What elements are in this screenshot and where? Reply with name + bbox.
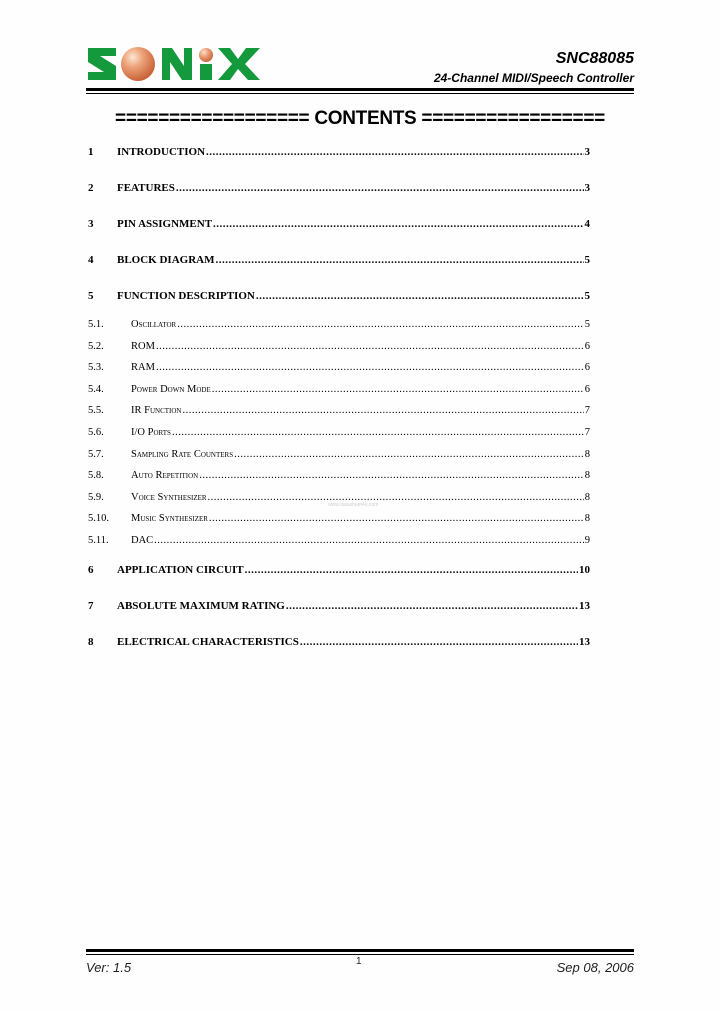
watermark: www.datasheet4u.com [328,502,379,508]
toc-number: 1 [88,146,94,158]
toc-entry-pin-assignment[interactable] [88,218,590,230]
toc-leader-dots [156,362,584,373]
toc-entry-io-ports[interactable] [88,427,590,438]
toc-page: 9 [584,535,590,546]
toc-page: 13 [579,636,590,648]
toc-label: Oscillator [131,319,177,330]
toc-entry-introduction[interactable] [88,146,590,158]
toc-leader-dots [212,384,584,395]
toc-leader-dots [154,535,584,546]
toc-entry-electrical-characteristics[interactable] [88,636,590,648]
toc-leader-dots [300,636,578,648]
toc-page: 8 [584,470,590,481]
toc-label: Auto Repetition [131,470,199,481]
toc-label: FEATURES [117,182,175,194]
toc-number: 7 [88,600,94,612]
toc-entry-application-circuit[interactable] [88,564,590,576]
toc-page: 3 [584,182,590,194]
toc-number: 5 [88,290,94,302]
toc-leader-dots [213,218,583,230]
toc-number: 5.10. [88,513,109,524]
toc-label: Music Synthesizer [131,513,208,524]
toc-label: Power Down Mode [131,384,211,395]
document-header-title [434,50,634,86]
toc-page: 6 [584,362,590,373]
toc-label: ROM [131,341,155,352]
toc-label: I/O Ports [131,427,171,438]
toc-label: RAM [131,362,155,373]
toc-page: 8 [584,513,590,524]
product-code: SNC88085 [555,50,634,67]
toc-number: 4 [88,254,94,266]
toc-entry-features[interactable] [88,182,590,194]
toc-number: 5.4. [88,384,104,395]
toc-label: IR Function [131,405,182,416]
toc-entry-rom[interactable] [88,341,590,352]
toc-page: 8 [584,449,590,460]
contents-heading: ================== CONTENTS ================= [115,108,605,129]
header-rule-thin [86,93,634,94]
header-rule-thick [86,88,634,91]
toc-label: BLOCK DIAGRAM [117,254,215,266]
toc-entry-power-down-mode[interactable] [88,384,590,395]
toc-page: 3 [584,146,590,158]
toc-number: 8 [88,636,94,648]
toc-page: 5 [584,254,590,266]
toc-number: 5.1. [88,319,104,330]
toc-page: 6 [584,384,590,395]
toc-number: 5.11. [88,535,109,546]
toc-leader-dots [215,254,583,266]
toc-leader-dots [177,319,584,330]
toc-leader-dots [256,290,584,302]
toc-label: FUNCTION DESCRIPTION [117,290,255,302]
toc-page: 8 [584,492,590,503]
page-number: 1 [356,956,362,967]
sonix-logo [86,44,264,84]
toc-number: 2 [88,182,94,194]
toc-number: 5.2. [88,341,104,352]
toc-entry-auto-repetition[interactable] [88,470,590,481]
footer-rule-thin [86,954,634,955]
toc-number: 5.9. [88,492,104,503]
toc-leader-dots [176,182,584,194]
toc-page: 7 [584,427,590,438]
toc-leader-dots [234,449,584,460]
toc-number: 5.8. [88,470,104,481]
toc-label: APPLICATION CIRCUIT [117,564,244,576]
toc-leader-dots [245,564,578,576]
toc-entry-sampling-rate-counters[interactable] [88,449,590,460]
toc-leader-dots [208,492,584,503]
toc-page: 13 [579,600,590,612]
toc-page: 7 [584,405,590,416]
toc-leader-dots [182,405,583,416]
toc-number: 5.3. [88,362,104,373]
toc-label: DAC [131,535,154,546]
toc-label: ABSOLUTE MAXIMUM RATING [117,600,285,612]
toc-leader-dots [286,600,578,612]
toc-label: ELECTRICAL CHARACTERISTICS [117,636,299,648]
toc-number: 6 [88,564,94,576]
toc-label: Sampling Rate Counters [131,449,234,460]
document-date: Sep 08, 2006 [556,960,634,975]
footer-rule-thick [86,949,634,952]
toc-entry-ir-function[interactable] [88,405,590,416]
version-label: Ver: 1.5 [86,960,132,975]
toc-number: 5.6. [88,427,104,438]
toc-entry-block-diagram[interactable] [88,254,590,266]
toc-entry-function-description[interactable] [88,290,590,302]
toc-page: 10 [579,564,590,576]
toc-entry-oscillator[interactable] [88,319,590,330]
toc-number: 5.5. [88,405,104,416]
toc-leader-dots [199,470,584,481]
toc-leader-dots [156,341,584,352]
toc-page: 6 [584,341,590,352]
toc-page: 5 [584,290,590,302]
toc-leader-dots [172,427,584,438]
toc-entry-dac[interactable] [88,535,590,546]
toc-page: 5 [584,319,590,330]
toc-number: 3 [88,218,94,230]
toc-leader-dots [206,146,583,158]
toc-page: 4 [584,218,590,230]
toc-entry-ram[interactable] [88,362,590,373]
product-subtitle: 24-Channel MIDI/Speech Controller [433,71,634,85]
toc-entry-music-synthesizer[interactable] [88,513,590,524]
toc-label: PIN ASSIGNMENT [117,218,213,230]
toc-entry-absolute-maximum-rating[interactable] [88,600,590,612]
toc-number: 5.7. [88,449,104,460]
toc-leader-dots [209,513,584,524]
toc-label: INTRODUCTION [117,146,206,158]
toc-label: Voice Synthesizer [131,492,207,503]
sonix-logo-icon [86,44,264,84]
